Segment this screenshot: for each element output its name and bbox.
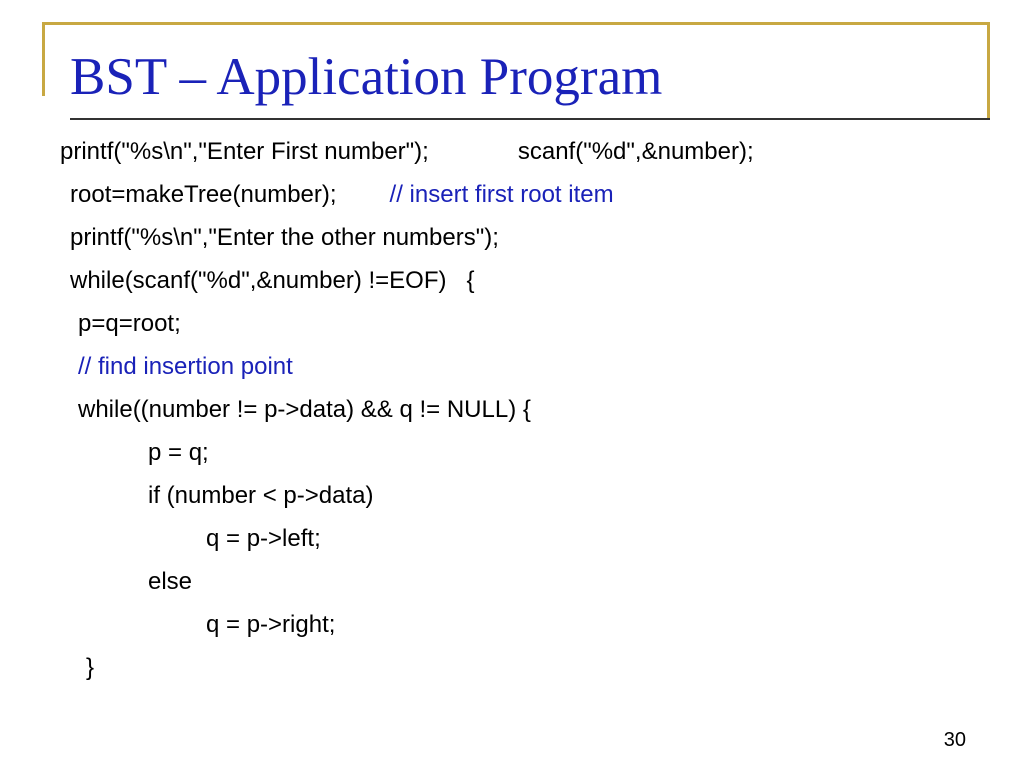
code-line-1 [60,137,754,167]
code-comment: // insert first root item [389,181,614,208]
code-line-2 [70,180,614,210]
code-line-13 [86,653,94,683]
code-text: printf("%s\n","Enter the other numbers"); [70,224,499,251]
page-number: 30 [943,729,966,751]
code-text: q = p->right; [206,611,336,638]
code-text: while((number != p->data) && q != NULL) { [78,396,531,423]
code-line-12 [206,610,335,640]
code-text: } [86,654,95,681]
code-text: q = p->left; [206,525,321,552]
code-text: p=q=root; [78,310,181,337]
code-line-3 [70,223,499,253]
code-comment: // find insertion point [78,353,293,380]
code-text: root=makeTree(number); [70,181,337,208]
code-line-4 [70,266,475,296]
code-text: if (number < p->data) [148,482,374,509]
code-text: while(scanf("%d",&number) !=EOF) { [70,267,475,294]
slide-frame-top-bar [42,22,990,25]
code-text: p = q; [148,439,209,466]
code-text: printf("%s\n","Enter First number"); [60,138,429,165]
code-line-10 [206,524,321,554]
title-divider [70,118,990,120]
slide-frame-right-bar [987,22,990,120]
slide-frame-left-bar [42,22,45,96]
code-line-7 [78,395,531,425]
code-text-secondary: scanf("%d",&number); [517,138,754,165]
code-line-9 [148,481,373,511]
code-line-5 [78,309,181,339]
code-line-6 [78,352,293,382]
slide-title: BST – Application Program [70,48,663,106]
code-line-11 [148,567,192,597]
code-text: else [148,568,193,595]
code-line-8 [148,438,209,468]
